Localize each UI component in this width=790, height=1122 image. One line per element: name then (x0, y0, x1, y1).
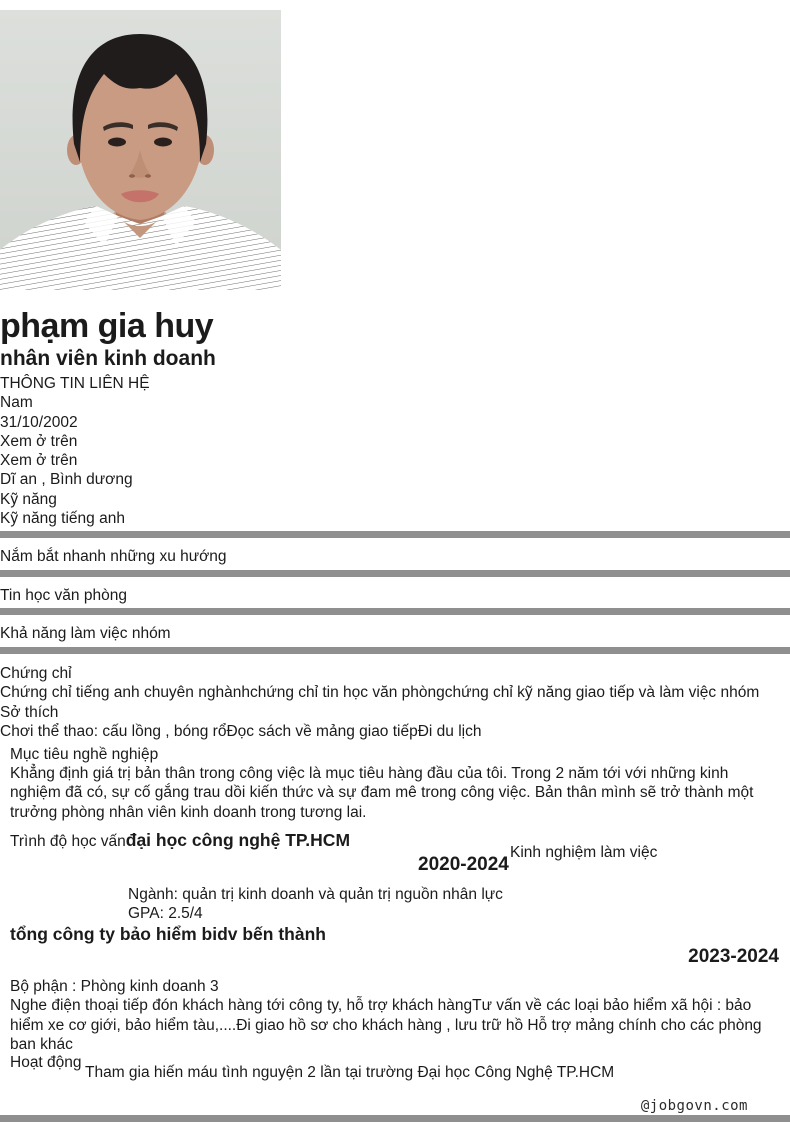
objective-text: Khẳng định giá trị bản thân trong công việc là mục tiêu hàng đầu của tôi. Trong 2 năm tới với những kinh nghiệm đã có, sự cố gắng trau dồi kiến thức và sự đam mê trong công việc. Bản thân mình sẽ trở thành một trưởng phòng nhân viên kinh doanh trong tương lai. (10, 765, 754, 821)
education-gpa: GPA: 2.5/4 (128, 905, 203, 922)
activities-heading: Hoạt động (10, 1054, 82, 1071)
skill-label-english: Kỹ năng tiếng anh (0, 510, 125, 528)
objective-heading: Mục tiêu nghề nghiệp (10, 746, 159, 763)
experience-years: 2023-2024 (688, 946, 779, 967)
portrait-photo-graphic (0, 10, 281, 290)
skill-label-office: Tin học văn phòng (0, 586, 127, 604)
portrait-photo (0, 10, 281, 290)
contact-gender: Nam (0, 394, 33, 412)
experience-heading: Kinh nghiệm làm việc (510, 844, 658, 861)
hobbies-text: Chơi thể thao: cấu lồng , bóng rổĐọc sách về mảng giao tiếpĐi du lịch (0, 722, 482, 740)
contact-address: Dĩ an , Bình dương (0, 471, 133, 489)
candidate-job-title: nhân viên kinh doanh (0, 347, 216, 370)
experience-company: tổng công ty bảo hiểm bidv bến thành (10, 924, 326, 944)
contact-phone: Xem ở trên (0, 432, 78, 450)
education-major: Ngành: quản trị kinh doanh và quản trị nguồn nhân lực (128, 886, 503, 903)
skill-bar (0, 570, 790, 577)
skill-bar (0, 647, 790, 654)
hobbies-heading: Sở thích (0, 703, 59, 721)
experience-details (10, 977, 782, 1054)
experience-department: Bộ phận : Phòng kinh doanh 3 (10, 978, 219, 995)
skill-bar (0, 608, 790, 615)
education-years: 2020-2024 (418, 854, 509, 875)
education-school: đại học công nghệ TP.HCM (125, 830, 351, 850)
skills-heading: Kỹ năng (0, 490, 57, 508)
skill-label-trends: Nắm bắt nhanh những xu hướng (0, 547, 227, 565)
skill-label-teamwork: Khả năng làm việc nhóm (0, 625, 171, 642)
skill-bar (0, 531, 790, 538)
candidate-name: phạm gia huy (0, 307, 214, 345)
activities-text: Tham gia hiến máu tình nguyện 2 lần tại trường Đại học Công Nghệ TP.HCM (85, 1064, 615, 1081)
contact-heading: THÔNG TIN LIÊN HỆ (0, 375, 150, 392)
contact-section (0, 374, 780, 528)
site-watermark: @jobgovn.com (640, 1098, 748, 1114)
certificates-heading: Chứng chỉ (0, 665, 72, 682)
education-heading: Trình độ học vấn (10, 833, 126, 850)
contact-birthdate: 31/10/2002 (0, 413, 78, 431)
experience-description: Nghe điện thoại tiếp đón khách hàng tới công ty, hỗ trợ khách hàngTư vấn về các loại bảo hiểm xã hội : bảo hiểm xe cơ giới, bảo hiểm tàu,....Đi giao hồ sơ cho khách hàng , lưu trữ hồ Hỗ trợ mảng chính cho các phòng ban khác (10, 997, 762, 1053)
bottom-divider-bar (0, 1115, 790, 1122)
education-section (10, 831, 350, 851)
certificates-hobbies-section (0, 664, 786, 741)
contact-email: Xem ở trên (0, 452, 78, 470)
certificates-text: Chứng chỉ tiếng anh chuyên nghànhchứng chỉ tin học văn phòngchứng chỉ kỹ năng giao tiếp và làm việc nhóm (0, 684, 760, 702)
